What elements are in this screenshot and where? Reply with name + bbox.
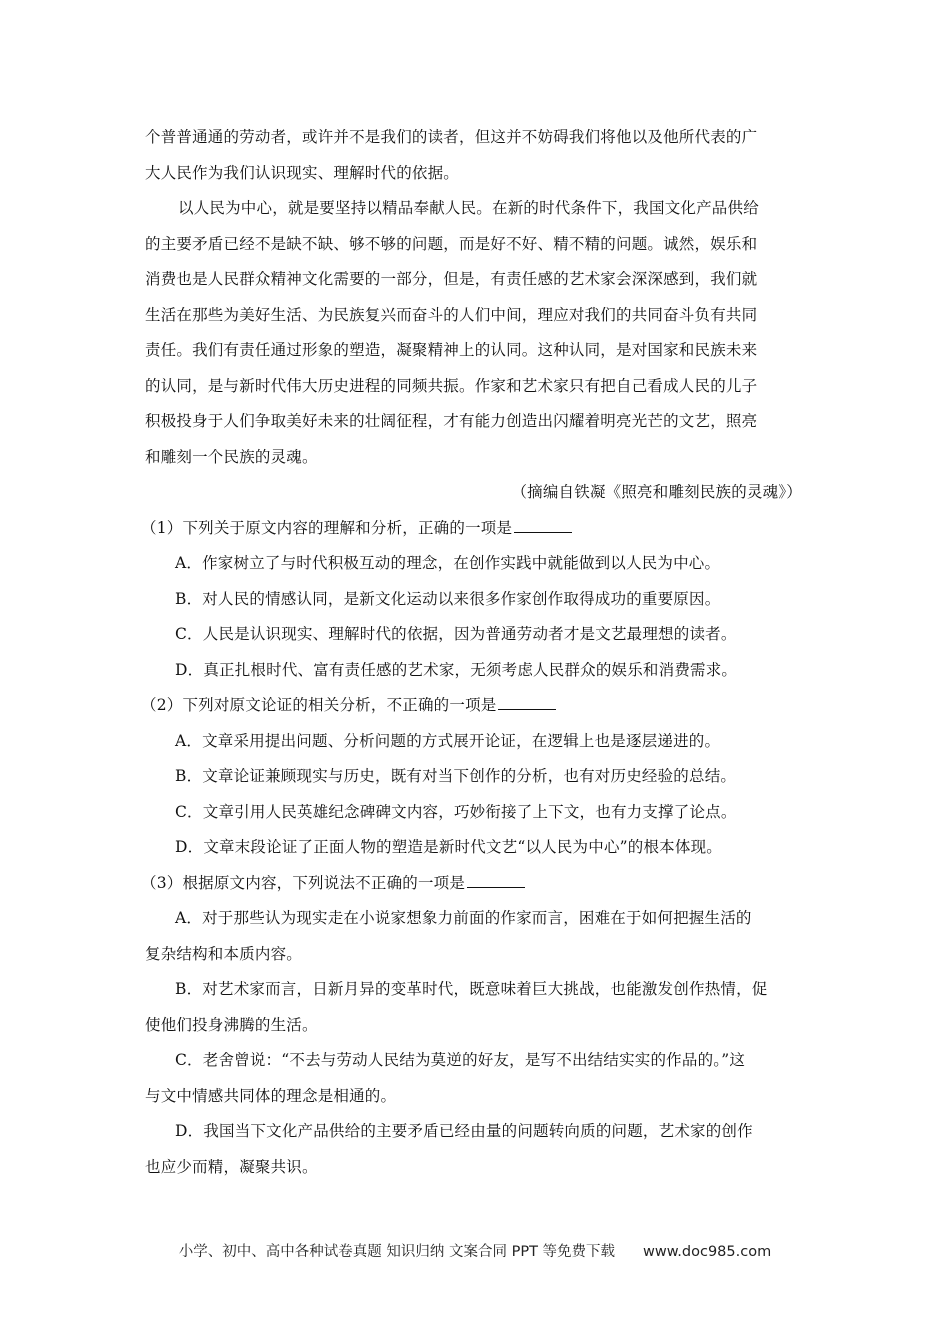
option-line: B．对艺术家而言，日新月异的变革时代，既意味着巨大挑战，也能激发创作热情，促 xyxy=(175,980,768,998)
footer-text: 小学、初中、高中各种试卷真题 知识归纳 文案合同 PPT 等免费下载 xyxy=(178,1244,616,1260)
answer-blank xyxy=(498,708,556,710)
question-stem-text: （1）下列关于原文内容的理解和分析，正确的一项是 xyxy=(141,518,513,537)
option-line: C．人民是认识现实、理解时代的依据，因为普通劳动者才是文艺最理想的读者。 xyxy=(175,625,737,643)
option-line: D．我国当下文化产品供给的主要矛盾已经由量的问题转向质的问题，艺术家的创作 xyxy=(175,1122,753,1140)
option-line: A．对于那些认为现实走在小说家想象力前面的作家而言，困难在于如何把握生活的 xyxy=(175,909,752,927)
question-stem-text: （3）根据原文内容，下列说法不正确的一项是 xyxy=(141,873,466,892)
option-line: B．文章论证兼顾现实与历史，既有对当下创作的分析，也有对历史经验的总结。 xyxy=(175,767,737,785)
passage-line: 的主要矛盾已经不是缺不缺、够不够的问题，而是好不好、精不精的问题。诚然，娱乐和 xyxy=(145,234,758,253)
answer-blank xyxy=(514,531,572,533)
answer-blank xyxy=(467,886,525,888)
option-line: D．文章末段论证了正面人物的塑造是新时代文艺“以人民为中心”的根本体现。 xyxy=(175,838,722,856)
passage-line: 生活在那些为美好生活、为民族复兴而奋斗的人们中间，理应对我们的共同奋斗负有共同 xyxy=(145,305,758,324)
source-citation: （摘编自铁凝《照亮和雕刻民族的灵魂》） xyxy=(511,483,802,501)
passage-line: 责任。我们有责任通过形象的塑造，凝聚精神上的认同。这种认同，是对国家和民族未来 xyxy=(145,341,758,359)
option-line: C．文章引用人民英雄纪念碑碑文内容，巧妙衔接了上下文，也有力支撑了论点。 xyxy=(175,802,737,821)
option-line-continued: 使他们投身沸腾的生活。 xyxy=(145,1015,318,1034)
question-stem-text: （2）下列对原文论证的相关分析，不正确的一项是 xyxy=(141,696,497,714)
question-stem xyxy=(141,511,810,547)
passage-line: 个普普通通的劳动者，或许并不是我们的读者，但这并不妨碍我们将他以及他所代表的广 xyxy=(145,128,758,146)
question-stem xyxy=(141,866,810,902)
option-line-continued: 与文中情感共同体的理念是相通的。 xyxy=(145,1086,397,1105)
option-line: C．老舍曾说：“不去与劳动人民结为莫逆的好友，是写不出结结实实的作品的。”这 xyxy=(175,1051,746,1069)
passage-line: 和雕刻一个民族的灵魂。 xyxy=(145,447,318,466)
passage-line: 以人民为中心，就是要坚持以精品奉献人民。在新的时代条件下，我国文化产品供给 xyxy=(178,199,759,217)
passage-line: 大人民作为我们认识现实、理解时代的依据。 xyxy=(145,163,460,182)
passage-line: 消费也是人民群众精神文化需要的一部分，但是，有责任感的艺术家会深深感到，我们就 xyxy=(145,270,758,288)
document-content xyxy=(141,120,810,1185)
option-line: D．真正扎根时代、富有责任感的艺术家，无须考虑人民群众的娱乐和消费需求。 xyxy=(175,660,738,679)
page-footer xyxy=(0,1240,950,1261)
option-line: A．文章采用提出问题、分析问题的方式展开论证，在逻辑上也是逐层递进的。 xyxy=(175,731,721,750)
option-line-continued: 也应少而精，凝聚共识。 xyxy=(145,1157,318,1176)
option-line: B．对人民的情感认同，是新文化运动以来很多作家创作取得成功的重要原因。 xyxy=(175,589,721,608)
passage-line: 的认同，是与新时代伟大历史进程的同频共振。作家和艺术家只有把自己看成人民的儿子 xyxy=(145,376,758,395)
footer-url[interactable]: www.doc985.com xyxy=(643,1244,772,1260)
question-stem xyxy=(141,688,810,724)
passage-line: 积极投身于人们争取美好未来的壮阔征程，才有能力创造出闪耀着明亮光芒的文艺，照亮 xyxy=(145,412,758,430)
option-line: A．作家树立了与时代积极互动的理念，在创作实践中就能做到以人民为中心。 xyxy=(175,554,721,572)
option-line-continued: 复杂结构和本质内容。 xyxy=(145,944,303,963)
